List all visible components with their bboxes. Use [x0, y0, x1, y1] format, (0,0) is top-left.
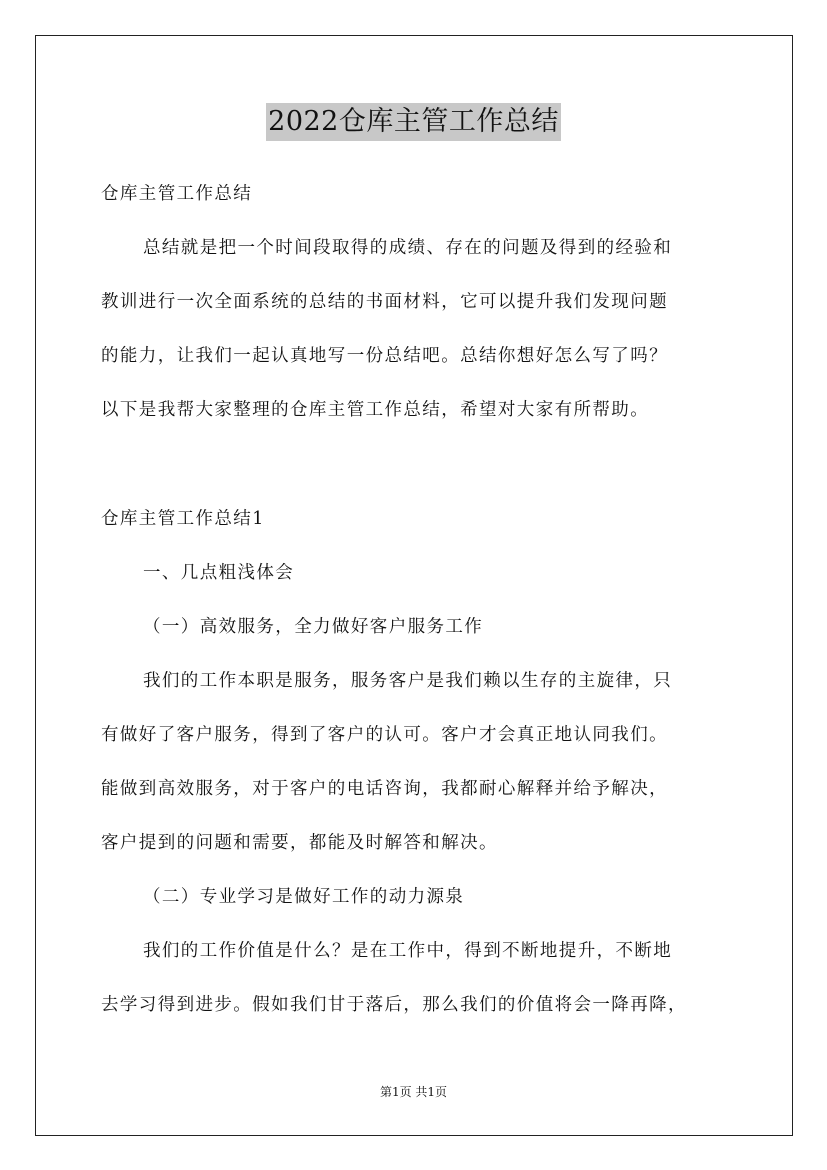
- body-line-4: 客户提到的问题和需要，都能及时解答和解决。: [101, 833, 498, 853]
- page-footer: 第1页 共1页: [379, 1085, 448, 1099]
- body-line-2: 有做好了客户服务，得到了客户的认可。客户才会真正地认同我们。: [101, 725, 668, 745]
- intro-line-4: 以下是我帮大家整理的仓库主管工作总结，希望对大家有所帮助。: [101, 400, 650, 420]
- body-line-1: 我们的工作本职是服务，服务客户是我们赖以生存的主旋律，只: [143, 671, 673, 691]
- document-title: 2022仓库主管工作总结: [266, 103, 561, 141]
- body-line-6: 去学习得到进步。假如我们甘于落后，那么我们的价值将会一降再降，: [101, 995, 687, 1015]
- intro-line-2: 教训进行一次全面系统的总结的书面材料，它可以提升我们发现问题: [101, 292, 668, 312]
- body-line-5: 我们的工作价值是什么？是在工作中，得到不断地提升，不断地: [143, 941, 673, 961]
- subheading-1: 一、几点粗浅体会: [143, 563, 295, 583]
- subheading-1-2: （二）专业学习是做好工作的动力源泉: [143, 887, 465, 907]
- document-title-block: [0, 103, 827, 141]
- section-heading: 仓库主管工作总结1: [101, 509, 265, 529]
- intro-line-1: 总结就是把一个时间段取得的成绩、存在的问题及得到的经验和: [143, 238, 673, 258]
- body-line-3: 能做到高效服务，对于客户的电话咨询，我都耐心解释并给予解决，: [101, 779, 668, 799]
- intro-line-3: 的能力，让我们一起认真地写一份总结吧。总结你想好怎么写了吗？: [101, 346, 668, 366]
- subtitle-line: 仓库主管工作总结: [101, 184, 253, 204]
- subheading-1-1: （一）高效服务，全力做好客户服务工作: [143, 617, 484, 637]
